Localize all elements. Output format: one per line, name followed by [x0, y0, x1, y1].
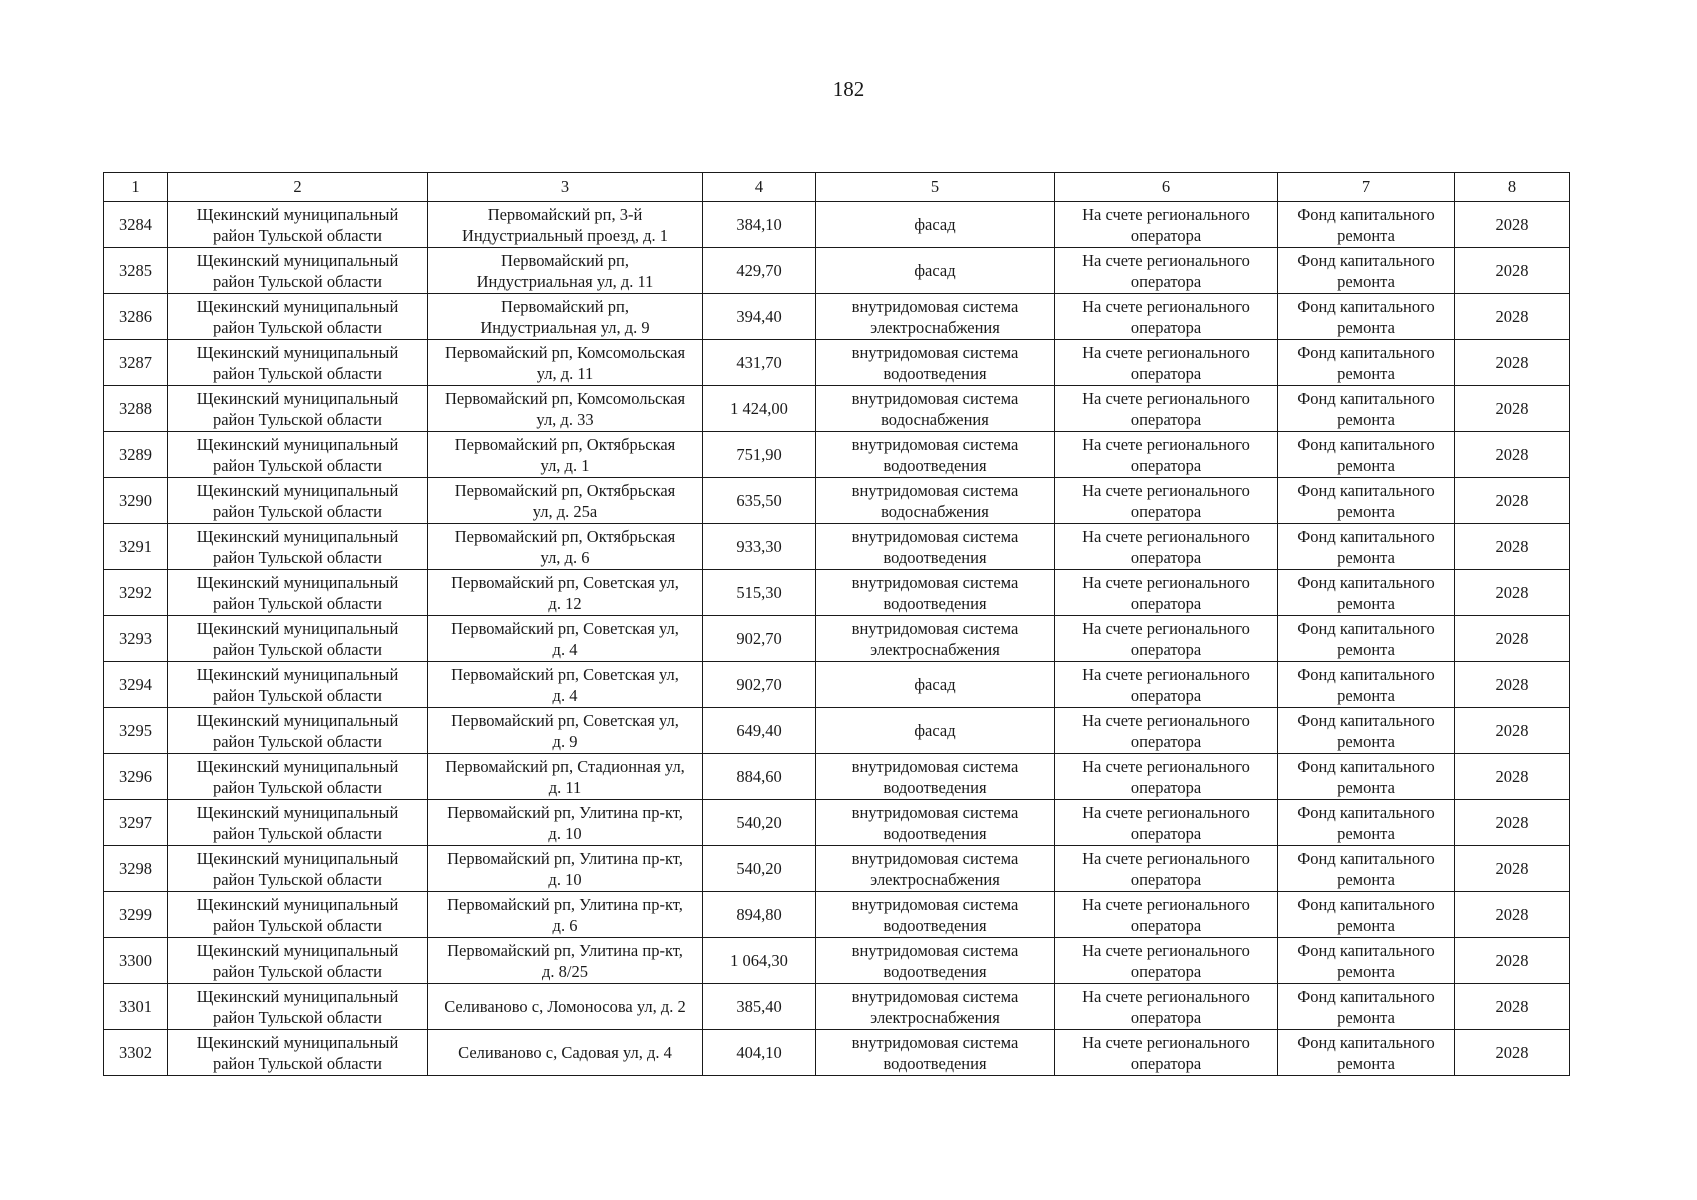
- area-cell: 649,40: [703, 708, 816, 754]
- fund-owner-cell: Фонд капитального ремонта: [1278, 846, 1455, 892]
- work-type-cell: внутридомовая система водоснабжения: [816, 386, 1055, 432]
- fund-method-cell: На счете регионального оператора: [1055, 938, 1278, 984]
- column-header: 3: [428, 173, 703, 202]
- area-cell: 902,70: [703, 662, 816, 708]
- fund-owner-cell: Фонд капитального ремонта: [1278, 1030, 1455, 1076]
- fund-method-cell: На счете регионального оператора: [1055, 202, 1278, 248]
- table-row: [104, 800, 1570, 846]
- municipality-cell: Щекинский муниципальный район Тульской области: [168, 340, 428, 386]
- row-number-cell: 3288: [104, 386, 168, 432]
- municipality-cell: Щекинский муниципальный район Тульской области: [168, 846, 428, 892]
- year-cell: 2028: [1455, 984, 1570, 1030]
- municipality-cell: Щекинский муниципальный район Тульской области: [168, 202, 428, 248]
- address-cell: Первомайский рп, Советская ул, д. 4: [428, 616, 703, 662]
- area-cell: 635,50: [703, 478, 816, 524]
- fund-method-cell: На счете регионального оператора: [1055, 662, 1278, 708]
- fund-method-cell: На счете регионального оператора: [1055, 800, 1278, 846]
- column-header: 6: [1055, 173, 1278, 202]
- municipality-cell: Щекинский муниципальный район Тульской области: [168, 708, 428, 754]
- work-type-cell: внутридомовая система электроснабжения: [816, 846, 1055, 892]
- year-cell: 2028: [1455, 1030, 1570, 1076]
- work-type-cell: внутридомовая система водоснабжения: [816, 478, 1055, 524]
- fund-method-cell: На счете регионального оператора: [1055, 984, 1278, 1030]
- row-number-cell: 3296: [104, 754, 168, 800]
- table-row: [104, 386, 1570, 432]
- work-type-cell: фасад: [816, 662, 1055, 708]
- area-cell: 894,80: [703, 892, 816, 938]
- fund-owner-cell: Фонд капитального ремонта: [1278, 616, 1455, 662]
- fund-owner-cell: Фонд капитального ремонта: [1278, 892, 1455, 938]
- fund-owner-cell: Фонд капитального ремонта: [1278, 570, 1455, 616]
- row-number-cell: 3297: [104, 800, 168, 846]
- column-header: 4: [703, 173, 816, 202]
- row-number-cell: 3289: [104, 432, 168, 478]
- fund-method-cell: На счете регионального оператора: [1055, 570, 1278, 616]
- table-row: [104, 248, 1570, 294]
- municipality-cell: Щекинский муниципальный район Тульской области: [168, 432, 428, 478]
- municipality-cell: Щекинский муниципальный район Тульской области: [168, 892, 428, 938]
- fund-method-cell: На счете регионального оператора: [1055, 1030, 1278, 1076]
- year-cell: 2028: [1455, 570, 1570, 616]
- fund-owner-cell: Фонд капитального ремонта: [1278, 754, 1455, 800]
- fund-owner-cell: Фонд капитального ремонта: [1278, 708, 1455, 754]
- row-number-cell: 3294: [104, 662, 168, 708]
- row-number-cell: 3290: [104, 478, 168, 524]
- municipality-cell: Щекинский муниципальный район Тульской области: [168, 938, 428, 984]
- address-cell: Первомайский рп, Октябрьская ул, д. 1: [428, 432, 703, 478]
- work-type-cell: внутридомовая система водоотведения: [816, 800, 1055, 846]
- address-cell: Первомайский рп, Улитина пр-кт, д. 8/25: [428, 938, 703, 984]
- year-cell: 2028: [1455, 616, 1570, 662]
- municipality-cell: Щекинский муниципальный район Тульской области: [168, 570, 428, 616]
- year-cell: 2028: [1455, 892, 1570, 938]
- fund-owner-cell: Фонд капитального ремонта: [1278, 938, 1455, 984]
- work-type-cell: внутридомовая система водоотведения: [816, 938, 1055, 984]
- table-row: [104, 846, 1570, 892]
- fund-method-cell: На счете регионального оператора: [1055, 340, 1278, 386]
- work-type-cell: фасад: [816, 708, 1055, 754]
- year-cell: 2028: [1455, 432, 1570, 478]
- fund-owner-cell: Фонд капитального ремонта: [1278, 984, 1455, 1030]
- municipality-cell: Щекинский муниципальный район Тульской области: [168, 754, 428, 800]
- year-cell: 2028: [1455, 248, 1570, 294]
- table-row: [104, 708, 1570, 754]
- fund-method-cell: На счете регионального оператора: [1055, 708, 1278, 754]
- address-cell: Первомайский рп, Комсомольская ул, д. 33: [428, 386, 703, 432]
- fund-method-cell: На счете регионального оператора: [1055, 386, 1278, 432]
- row-number-cell: 3287: [104, 340, 168, 386]
- column-header: 1: [104, 173, 168, 202]
- area-cell: 394,40: [703, 294, 816, 340]
- municipality-cell: Щекинский муниципальный район Тульской области: [168, 616, 428, 662]
- address-cell: Первомайский рп, Комсомольская ул, д. 11: [428, 340, 703, 386]
- row-number-cell: 3286: [104, 294, 168, 340]
- fund-owner-cell: Фонд капитального ремонта: [1278, 478, 1455, 524]
- year-cell: 2028: [1455, 294, 1570, 340]
- area-cell: 1 424,00: [703, 386, 816, 432]
- municipality-cell: Щекинский муниципальный район Тульской области: [168, 800, 428, 846]
- row-number-cell: 3302: [104, 1030, 168, 1076]
- fund-owner-cell: Фонд капитального ремонта: [1278, 248, 1455, 294]
- table-row: [104, 892, 1570, 938]
- row-number-cell: 3292: [104, 570, 168, 616]
- address-cell: Первомайский рп, Советская ул, д. 4: [428, 662, 703, 708]
- address-cell: Первомайский рп, Улитина пр-кт, д. 10: [428, 846, 703, 892]
- fund-method-cell: На счете регионального оператора: [1055, 616, 1278, 662]
- work-type-cell: внутридомовая система электроснабжения: [816, 984, 1055, 1030]
- area-cell: 540,20: [703, 846, 816, 892]
- address-cell: Селиваново с, Ломоносова ул, д. 2: [428, 984, 703, 1030]
- area-cell: 751,90: [703, 432, 816, 478]
- municipality-cell: Щекинский муниципальный район Тульской области: [168, 984, 428, 1030]
- table-row: [104, 340, 1570, 386]
- municipality-cell: Щекинский муниципальный район Тульской области: [168, 478, 428, 524]
- area-cell: 884,60: [703, 754, 816, 800]
- year-cell: 2028: [1455, 524, 1570, 570]
- work-type-cell: внутридомовая система водоотведения: [816, 1030, 1055, 1076]
- table-row: [104, 294, 1570, 340]
- table-row: [104, 662, 1570, 708]
- area-cell: 431,70: [703, 340, 816, 386]
- page-number: 182: [832, 77, 865, 101]
- area-cell: 1 064,30: [703, 938, 816, 984]
- row-number-cell: 3284: [104, 202, 168, 248]
- fund-owner-cell: Фонд капитального ремонта: [1278, 202, 1455, 248]
- address-cell: Первомайский рп, 3-й Индустриальный проезд, д. 1: [428, 202, 703, 248]
- table-row: [104, 616, 1570, 662]
- year-cell: 2028: [1455, 846, 1570, 892]
- row-number-cell: 3301: [104, 984, 168, 1030]
- work-type-cell: внутридомовая система водоотведения: [816, 892, 1055, 938]
- address-cell: Первомайский рп, Советская ул, д. 12: [428, 570, 703, 616]
- year-cell: 2028: [1455, 800, 1570, 846]
- work-type-cell: внутридомовая система электроснабжения: [816, 616, 1055, 662]
- row-number-cell: 3295: [104, 708, 168, 754]
- table-row: [104, 432, 1570, 478]
- address-cell: Первомайский рп, Советская ул, д. 9: [428, 708, 703, 754]
- year-cell: 2028: [1455, 938, 1570, 984]
- area-cell: 384,10: [703, 202, 816, 248]
- work-type-cell: фасад: [816, 202, 1055, 248]
- year-cell: 2028: [1455, 340, 1570, 386]
- table-row: [104, 984, 1570, 1030]
- fund-method-cell: На счете регионального оператора: [1055, 294, 1278, 340]
- column-header: 8: [1455, 173, 1570, 202]
- work-type-cell: внутридомовая система электроснабжения: [816, 294, 1055, 340]
- address-cell: Первомайский рп, Индустриальная ул, д. 9: [428, 294, 703, 340]
- area-cell: 933,30: [703, 524, 816, 570]
- municipality-cell: Щекинский муниципальный район Тульской области: [168, 248, 428, 294]
- table-row: [104, 1030, 1570, 1076]
- row-number-cell: 3300: [104, 938, 168, 984]
- column-header: 2: [168, 173, 428, 202]
- row-number-cell: 3293: [104, 616, 168, 662]
- table-row: [104, 754, 1570, 800]
- municipality-cell: Щекинский муниципальный район Тульской области: [168, 386, 428, 432]
- area-cell: 515,30: [703, 570, 816, 616]
- address-cell: Первомайский рп, Октябрьская ул, д. 6: [428, 524, 703, 570]
- work-type-cell: внутридомовая система водоотведения: [816, 570, 1055, 616]
- area-cell: 902,70: [703, 616, 816, 662]
- table-row: [104, 524, 1570, 570]
- year-cell: 2028: [1455, 202, 1570, 248]
- area-cell: 385,40: [703, 984, 816, 1030]
- work-type-cell: внутридомовая система водоотведения: [816, 524, 1055, 570]
- column-header: 5: [816, 173, 1055, 202]
- address-cell: Первомайский рп, Стадионная ул, д. 11: [428, 754, 703, 800]
- fund-owner-cell: Фонд капитального ремонта: [1278, 524, 1455, 570]
- capital-repair-table: [103, 172, 1570, 1076]
- fund-owner-cell: Фонд капитального ремонта: [1278, 386, 1455, 432]
- table-row: [104, 570, 1570, 616]
- address-cell: Первомайский рп, Индустриальная ул, д. 11: [428, 248, 703, 294]
- column-header: 7: [1278, 173, 1455, 202]
- work-type-cell: внутридомовая система водоотведения: [816, 432, 1055, 478]
- fund-owner-cell: Фонд капитального ремонта: [1278, 800, 1455, 846]
- header-row: [104, 173, 1570, 202]
- work-type-cell: внутридомовая система водоотведения: [816, 754, 1055, 800]
- area-cell: 404,10: [703, 1030, 816, 1076]
- municipality-cell: Щекинский муниципальный район Тульской области: [168, 294, 428, 340]
- fund-method-cell: На счете регионального оператора: [1055, 892, 1278, 938]
- fund-owner-cell: Фонд капитального ремонта: [1278, 340, 1455, 386]
- fund-method-cell: На счете регионального оператора: [1055, 478, 1278, 524]
- table-row: [104, 938, 1570, 984]
- work-type-cell: фасад: [816, 248, 1055, 294]
- address-cell: Первомайский рп, Улитина пр-кт, д. 6: [428, 892, 703, 938]
- table-body: [104, 202, 1570, 1076]
- address-cell: Первомайский рп, Октябрьская ул, д. 25а: [428, 478, 703, 524]
- address-cell: Первомайский рп, Улитина пр-кт, д. 10: [428, 800, 703, 846]
- fund-owner-cell: Фонд капитального ремонта: [1278, 432, 1455, 478]
- year-cell: 2028: [1455, 708, 1570, 754]
- row-number-cell: 3299: [104, 892, 168, 938]
- address-cell: Селиваново с, Садовая ул, д. 4: [428, 1030, 703, 1076]
- municipality-cell: Щекинский муниципальный район Тульской области: [168, 1030, 428, 1076]
- table-row: [104, 478, 1570, 524]
- fund-owner-cell: Фонд капитального ремонта: [1278, 294, 1455, 340]
- fund-method-cell: На счете регионального оператора: [1055, 846, 1278, 892]
- row-number-cell: 3298: [104, 846, 168, 892]
- area-cell: 429,70: [703, 248, 816, 294]
- table-row: [104, 202, 1570, 248]
- year-cell: 2028: [1455, 386, 1570, 432]
- fund-method-cell: На счете регионального оператора: [1055, 524, 1278, 570]
- year-cell: 2028: [1455, 662, 1570, 708]
- year-cell: 2028: [1455, 754, 1570, 800]
- fund-owner-cell: Фонд капитального ремонта: [1278, 662, 1455, 708]
- fund-method-cell: На счете регионального оператора: [1055, 754, 1278, 800]
- work-type-cell: внутридомовая система водоотведения: [816, 340, 1055, 386]
- row-number-cell: 3291: [104, 524, 168, 570]
- fund-method-cell: На счете регионального оператора: [1055, 248, 1278, 294]
- area-cell: 540,20: [703, 800, 816, 846]
- fund-method-cell: На счете регионального оператора: [1055, 432, 1278, 478]
- year-cell: 2028: [1455, 478, 1570, 524]
- municipality-cell: Щекинский муниципальный район Тульской области: [168, 524, 428, 570]
- municipality-cell: Щекинский муниципальный район Тульской области: [168, 662, 428, 708]
- row-number-cell: 3285: [104, 248, 168, 294]
